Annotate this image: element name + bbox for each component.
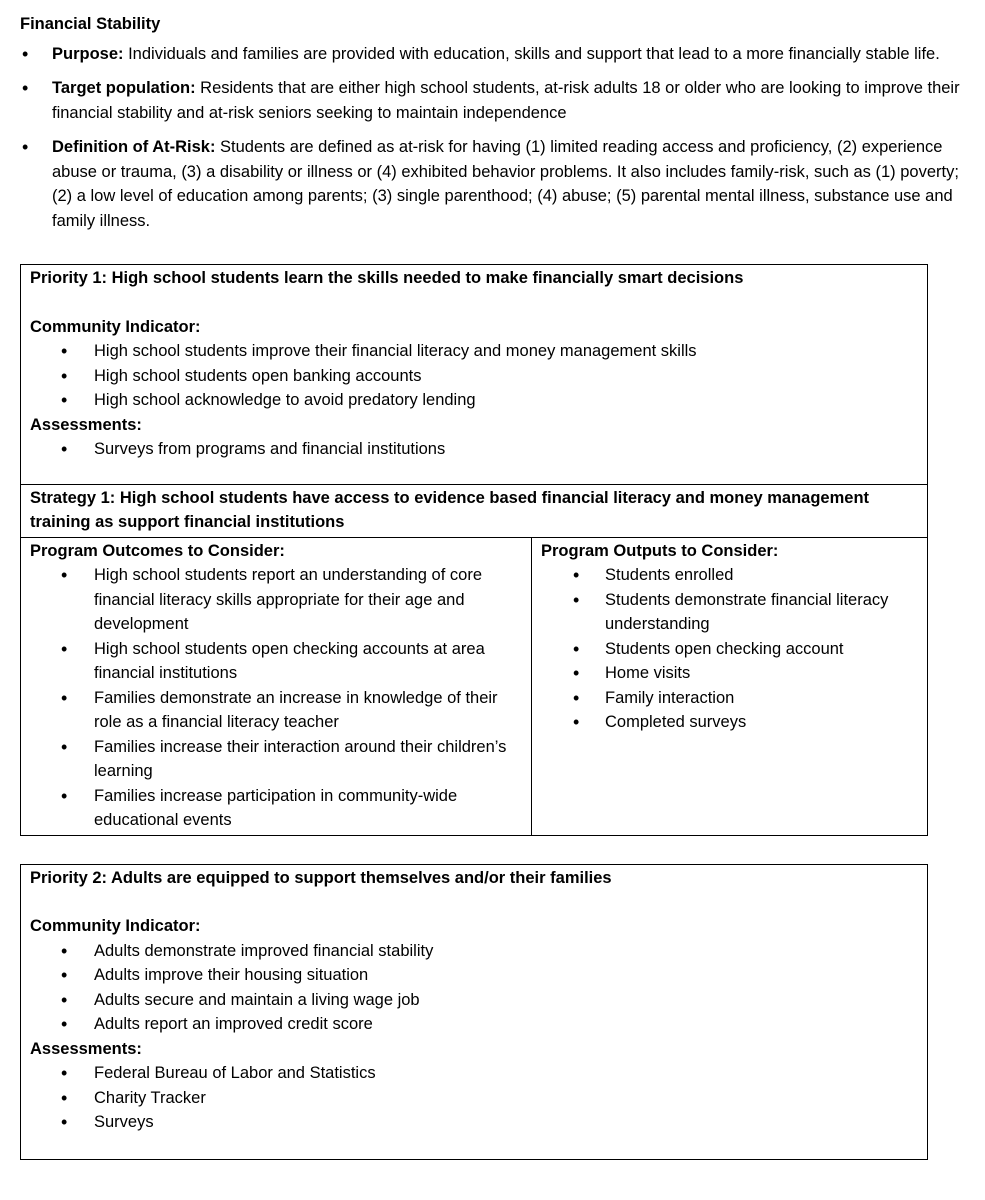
intro-text: Students are defined as at-risk for having (1) limited reading access and proficiency, (2) experience abuse or trauma, (3) a disability or illness or (4) exhibited behavior problems. It also includes family-risk, such as (1) poverty; (2) a low level of education among parents; (3) single parenthood; (4) abuse; (5) parental mental illness, substance use and family illness. [52,138,959,230]
intro-item-target-population [20,76,978,125]
intro-item-purpose [20,42,978,67]
strategy-1-title: Strategy 1: High school students have access to evidence based financial literacy and money management training as support financial institutions [30,488,870,531]
list-item: • High school students open banking accounts [30,364,918,389]
spacer [30,291,918,315]
community-indicator-label: Community Indicator: [30,917,201,935]
spacer [30,462,918,482]
priority-2-cell [21,865,927,1159]
intro-item-definition [20,135,978,233]
program-outcomes-list [30,563,522,833]
list-item: • Federal Bureau of Labor and Statistics [30,1061,918,1086]
priority-1-title: Priority 1: High school students learn the skills needed to make financially smart decisions [30,269,744,287]
program-outcomes-label: Program Outcomes to Consider: [30,541,285,560]
community-indicator-list [30,939,918,1037]
priority-2-table [20,864,928,1160]
list-item: • Surveys from programs and financial institutions [30,437,918,462]
intro-label: Target population: [52,79,196,97]
priority-1-table [20,264,928,836]
priority-2-title: Priority 2: Adults are equipped to support themselves and/or their families [30,868,612,887]
list-item: • High school students open checking accounts at area financial institutions [30,637,522,686]
assessments-list [30,1061,918,1135]
community-indicator-list [30,339,918,413]
list-item: • Students open checking account [541,637,918,662]
list-item: • Adults demonstrate improved financial stability [30,939,918,964]
document-title: Financial Stability [20,15,161,33]
assessments-list [30,437,918,462]
intro-list [20,42,978,234]
list-item: • Completed surveys [541,710,918,735]
program-row [21,538,927,835]
spacer [30,890,918,914]
intro-label: Definition of At-Risk: [52,138,216,156]
intro-text: Individuals and families are provided with education, skills and support that lead to a more financially stable life. [123,44,940,63]
program-outcomes-cell [21,538,532,835]
list-item: • Families increase their interaction around their children’s learning [30,735,522,784]
assessments-label: Assessments: [30,1039,142,1058]
list-item: • Families increase participation in community-wide educational events [30,784,522,833]
list-item: • Home visits [541,661,918,686]
list-item: • High school students improve their financial literacy and money management skills [30,339,918,364]
list-item: • Adults improve their housing situation [30,963,918,988]
list-item: • Adults report an improved credit score [30,1012,918,1037]
program-outputs-list [541,563,918,735]
document-page [20,12,978,1160]
community-indicator-label: Community Indicator: [30,317,201,336]
assessments-label: Assessments: [30,415,142,434]
strategy-1-cell [21,485,927,538]
list-item: • High school acknowledge to avoid predatory lending [30,388,918,413]
list-item: • High school students report an understanding of core financial literacy skills appropriate for their age and development [30,563,522,637]
list-item: • Surveys [30,1110,918,1135]
list-item: • Families demonstrate an increase in knowledge of their role as a financial literacy teacher [30,686,522,735]
spacer [30,1135,918,1157]
program-outputs-label: Program Outputs to Consider: [541,541,779,560]
program-outputs-cell [532,538,927,835]
list-item: • Family interaction [541,686,918,711]
list-item: • Students demonstrate financial literacy understanding [541,588,918,637]
intro-text: Residents that are either high school students, at-risk adults 18 or older who are looking to improve their financial stability and at-risk seniors seeking to maintain independence [52,79,960,122]
list-item: • Adults secure and maintain a living wage job [30,988,918,1013]
intro-label: Purpose: [52,44,124,63]
list-item: • Charity Tracker [30,1086,918,1111]
list-item: • Students enrolled [541,563,918,588]
priority-1-cell [21,265,927,485]
